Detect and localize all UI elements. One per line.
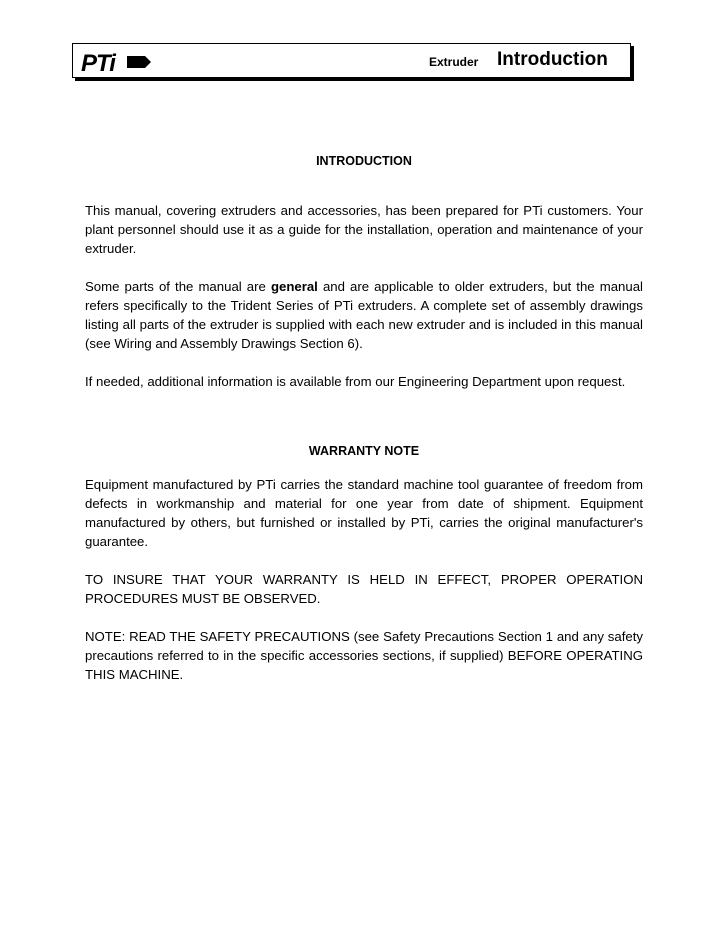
intro-paragraph-1: This manual, covering extruders and accessories, has been prepared for PTi customers. Your plant personnel should use it as a guide for the installation, operation and maintenance of your extruder. [85, 203, 643, 256]
page-header [72, 43, 631, 78]
intro-p2-end: and are applicable to older extruders, but the manual refers specifically to the Trident Series of PTi extruders. A complete set of assembly drawings listing all parts of the extruder is supplied with each new extruder and is included in this manual (see Wiring and Assembly Drawings Section 6). [85, 279, 643, 351]
pti-logo [81, 50, 153, 74]
intro-p2-bold: general [270, 279, 318, 294]
header-section-label: Extruder [429, 55, 479, 69]
intro-paragraph-3: If needed, additional information is available from our Engineering Department upon request. [85, 374, 626, 389]
warranty-paragraph-2: TO INSURE THAT YOUR WARRANTY IS HELD IN EFFECT, PROPER OPERATION PROCEDURES MUST BE OBSERVED. [85, 572, 643, 606]
header-title: Introduction [497, 49, 608, 70]
intro-p2-start: Some parts of the manual are [85, 279, 271, 294]
intro-paragraph-2 [85, 277, 643, 353]
warranty-paragraph-1: Equipment manufactured by PTi carries the standard machine tool guarantee of freedom from defects in workmanship and material for one year from date of shipment. Equipment manufactured by others, but furnished or installed by PTi, carries the original manufacturer's guarantee. [85, 477, 643, 549]
introduction-heading: INTRODUCTION [316, 154, 412, 168]
document-body [85, 152, 643, 684]
svg-text:PTi: PTi [81, 50, 115, 74]
warranty-heading: WARRANTY NOTE [308, 444, 420, 458]
warranty-paragraph-3: NOTE: READ THE SAFETY PRECAUTIONS (see Safety Precautions Section 1 and any safety precautions referred to in the specific accessories sections, if supplied) BEFORE OPERATING THIS MACHINE. [85, 629, 643, 682]
